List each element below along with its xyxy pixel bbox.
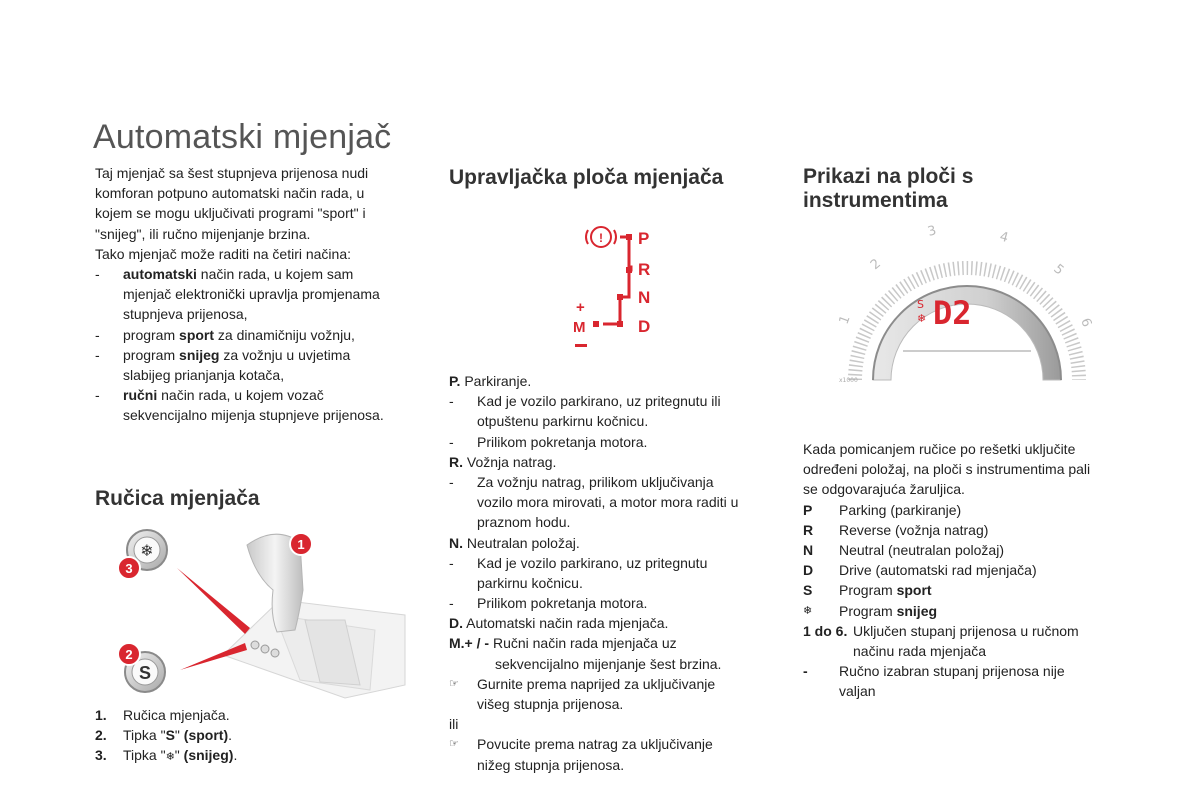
svg-text:P: P [638,229,650,248]
snowflake-icon: ❄ [803,603,813,617]
lever-legend [95,705,425,766]
dash-item-cont: otpuštenu parkirnu kočnicu. [477,413,649,430]
gate-label: D. Automatski način rada mjenjača. [449,615,669,632]
dash-item: - Za vožnju natrag, prilikom uključivanja [449,473,714,490]
indicator-item-cont: valjan [839,683,876,700]
indicator-item: 1 do 6. Uključen stupanj prijenosa u ručnom [803,622,1079,639]
indicator-item: D Drive (automatski rad mjenjača) [803,562,1037,579]
sport-indicator: S [917,298,924,311]
gate-diagram [565,222,665,352]
mode-bullet: - program sport za dinamičniju vožnju, [95,326,355,343]
display-text [803,439,1143,701]
mode-bullet-cont: slabijeg prianjanja kotača, [123,366,285,383]
svg-text:x1000: x1000 [839,377,858,384]
pointing-hand-icon: ☞ [449,738,459,751]
svg-text:!: ! [599,231,603,245]
legend-item: 3. Tipka "❄" (snijeg). [95,747,238,764]
svg-text:6: 6 [1077,316,1095,330]
display-intro-line: određeni položaj, na ploči s instrumentima pali [803,461,1091,478]
hand-item: ☞ Gurnite prema naprijed za uključivanje [449,674,779,694]
indicator-item: ❄ Program snijeg [803,601,1143,621]
intro-text [95,163,425,425]
intro-line: Taj mjenjač sa šest stupnjeva prijenosa nudi [95,165,369,181]
indicator-item-cont: načinu rada mjenjača [853,642,987,659]
page-title: Automatski mjenjač [93,118,392,156]
mode-bullet-cont: stupnjeva prijenosa, [123,306,248,323]
svg-text:+: + [576,299,585,316]
display-intro-line: se odgovarajuća žaruljica. [803,481,965,498]
svg-text:3: 3 [926,223,939,240]
svg-text:3: 3 [125,561,133,576]
svg-text:❄: ❄ [140,541,154,560]
dash-item-cont: praznom hodu. [477,514,571,531]
svg-text:D: D [638,317,651,336]
hand-item-cont: višeg stupnja prijenosa. [477,696,624,712]
svg-text:2: 2 [867,256,884,274]
indicator-item: S Program sport [803,582,932,599]
pointing-hand-icon: ☞ [449,677,459,690]
dash-item: - Prilikom pokretanja motora. [449,595,648,612]
svg-text:1: 1 [297,537,305,552]
gear-lever-illustration [105,520,425,705]
indicator-item: P Parking (parkiranje) [803,501,962,518]
indicator-item: R Reverse (vožnja natrag) [803,521,989,538]
legend-item: 1. Ručica mjenjača. [95,707,230,723]
snowflake-icon: ❄ [917,312,927,325]
intro-line: Tako mjenjač može raditi na četiri načina: [95,245,352,262]
s-button-label: S [138,663,152,683]
display-heading-line: Prikazi na ploči s [803,165,974,188]
panel-entries [449,371,779,775]
gate-label-cont: sekvencijalno mijenjanje šest brzina. [495,655,722,672]
intro-line: "snijeg", ili ručno mijenjanje brzina. [95,225,311,242]
mode-bullet: - program snijeg za vožnju u uvjetima [95,346,351,363]
gate-label: R. Vožnja natrag. [449,453,557,470]
svg-text:2: 2 [125,647,133,662]
legend-item: 2. Tipka "S" (sport). [95,727,232,744]
svg-text:5: 5 [1050,261,1067,279]
indicator-item: N Neutral (neutralan položaj) [803,541,1004,558]
display-heading-line: instrumentima [803,189,948,212]
intro-line: kojem se mogu uključivati programi "sport" i [95,205,366,222]
display-heading [803,165,973,213]
svg-text:4: 4 [997,229,1010,247]
gear-indicator: D2 [933,294,972,332]
mode-bullet-cont: sekvencijalno mijenja stupnjeve prijenosa. [123,407,384,424]
instrument-dial [825,220,1105,390]
svg-text:R: R [638,260,651,279]
gate-label: N. Neutralan položaj. [449,534,580,551]
dash-item: - Kad je vozilo parkirano, uz pritegnutu [449,554,708,571]
dash-item-cont: parkirnu kočnicu. [477,574,583,591]
lever-heading: Ručica mjenjača [95,487,260,510]
svg-text:M: M [573,319,586,336]
display-intro-line: Kada pomicanjem ručice po rešetki uključite [803,441,1076,457]
indicator-item: - Ručno izabran stupanj prijenosa nije [803,663,1065,680]
panel-heading: Upravljačka ploča mjenjača [449,166,724,189]
mode-bullet: - automatski način rada, u kojem sam [95,265,354,282]
gate-label: M.+ / - Ručni način rada mjenjača uz [449,635,677,652]
hand-item: ☞ Povucite prema natrag za uključivanje [449,734,779,754]
dash-item: - Kad je vozilo parkirano, uz pritegnutu ili [449,393,721,410]
svg-text:1: 1 [836,313,854,327]
svg-text:N: N [638,288,651,307]
mode-bullet-cont: mjenjač elektronički upravlja promjenama [123,286,380,303]
dash-item-cont: vozilo mora mirovati, a motor mora raditi u [477,494,739,511]
or-text: ili [449,716,459,733]
dash-item: - Prilikom pokretanja motora. [449,433,648,450]
snowflake-icon: ❄ [165,750,175,764]
intro-line: komforan potpuno automatski način rada, u [95,185,365,202]
gate-label: P. Parkiranje. [449,373,532,389]
hand-item-cont: nižeg stupnja prijenosa. [477,756,625,773]
mode-bullet: - ručni način rada, u kojem vozač [95,387,324,404]
